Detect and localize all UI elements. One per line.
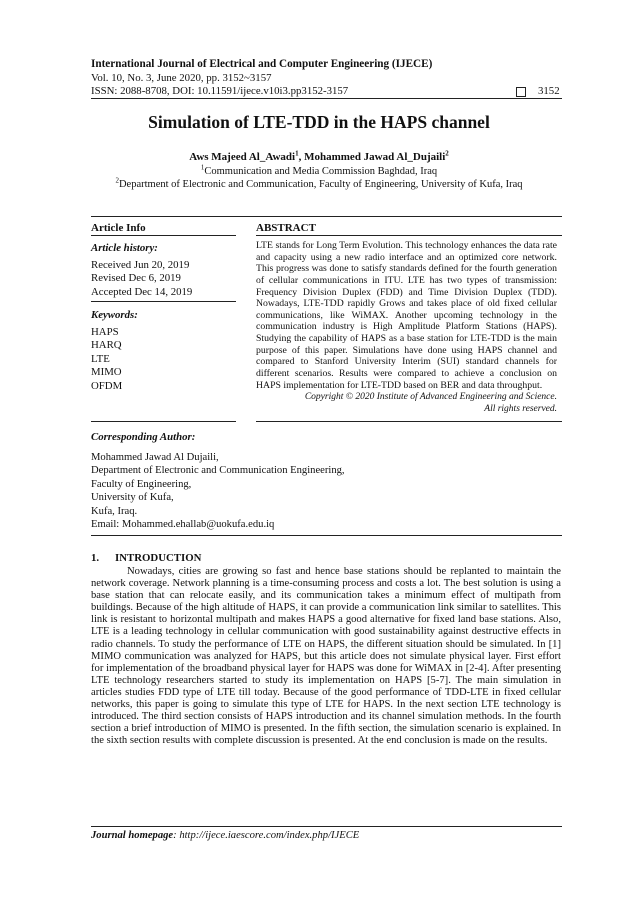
keyword-item: HARQ	[91, 339, 122, 352]
author-list	[0, 151, 638, 163]
journal-name: International Journal of Electrical and Computer Engineering (IJECE)	[91, 58, 433, 70]
corresponding-bottom-rule	[91, 535, 562, 536]
introduction-paragraph: Nowadays, cities are growing so fast and hence base stations should be replanted to maintain the network coverage. Network planning is a time-consuming process and costs a lot. The best solution is using a base station that can relocate easily, and its communication takes a minimum effect of multipath from buildings. Because of the high altitude of HAPS, it can provide a communication link similar to satellites. This link is resistant to horizontal multipath and makes HAPS a good alternative for fixed land base stations. Also, LTE is a leading technology in cellular communication with good sustainability against destructive effects in radio channels. To study the performance of LTE on HAPS, the different situation should be simulated. In [1] MIMO communication was analyzed for HAPS, but this article does not simulate physical layer. First effort for implementation of the broadband physical layer for HAPS was done for WiMAX in [2-4]. After presenting LTE technology researchers started to study its implementation on HAPS [5-7]. The main simulation in articles studies FDD type of LTE till today. Because of the good performance of TDD-LTE in fixed cellular networks, this paper is going to simulate this type of LTE for HAPS. In the next section LTE technology is introduced. The third section consists of HAPS introduction and its channel simulation methods. In the fourth section a brief introduction of MIMO is presented. In the fifth section, the simulation scenario is explained. In the sixth section results with complete discussion is presented. At the end conclusion is made on the results.	[91, 566, 561, 747]
page-number: 3152	[538, 85, 560, 97]
abstract-body: LTE stands for Long Term Evolution. This technology enhances the data rate and capacity using a new radio interface and an optimized core network. This progress was done to satisfy standards defined for the fourth generation of cellular communications in ITU. LTE has two types of transmission: Frequency Division Duplex (FDD) and Time Division Duplex (TDD). Nowadays, LTE-TDD rapidly Grows and takes place of old fixed cellular communications, like WiMAX. Another upcoming technology in the communication industry is High Amplitude Platform Stations (HAPS). Studying the capability of HAPS as a base station for LTE-TDD is the main purpose of this paper. Simulations have done using HAPS channel and compared to Stanford University Interim (SUI) standard channels for different scenarios. Results were compared to achieve a conclusion on HAPS implementation for LTE-TDD based on BER and data throughput.	[256, 240, 557, 391]
keyword-item: HAPS	[91, 326, 119, 338]
journal-issn-doi: ISSN: 2088-8708, DOI: 10.11591/ijece.v10i3.pp3152-3157	[91, 85, 349, 97]
footer-rule	[91, 826, 562, 827]
history-rule	[91, 301, 236, 302]
copyright-notice	[256, 391, 557, 415]
author-2: Mohammed Jawad Al_Dujaili	[304, 151, 446, 163]
corresponding-heading: Corresponding Author:	[91, 431, 196, 443]
corresponding-email: Email: Mohammed.ehallab@uokufa.edu.iq	[91, 519, 275, 531]
section-title: INTRODUCTION	[115, 552, 202, 564]
introduction-heading	[91, 552, 201, 564]
abstract-heading: ABSTRACT	[256, 222, 316, 234]
copyright-line-2: All rights reserved.	[484, 404, 557, 414]
keywords-heading: Keywords:	[91, 309, 138, 321]
homepage-link[interactable]: http://ijece.iaescore.com/index.php/IJECE	[179, 830, 360, 841]
keyword-item: LTE	[91, 352, 110, 365]
info-top-rule	[91, 216, 562, 217]
corresponding-details	[91, 451, 345, 531]
info-bottom-rule	[91, 421, 236, 422]
affiliation-1-text: Communication and Media Commission Baghdad, Iraq	[204, 166, 438, 177]
author-separator: ,	[298, 151, 305, 163]
article-info-rule	[91, 235, 236, 236]
keywords-list	[91, 326, 122, 393]
keyword-item: OFDM	[91, 379, 123, 392]
corresponding-faculty: Faculty of Engineering,	[91, 478, 192, 490]
history-revised: Revised Dec 6, 2019	[91, 272, 181, 285]
journal-homepage	[91, 830, 359, 841]
author-1: Aws Majeed Al_Awadi	[189, 151, 296, 163]
article-history-heading: Article history:	[91, 242, 158, 254]
article-history-list	[91, 259, 192, 299]
paper-title: Simulation of LTE-TDD in the HAPS channel	[148, 112, 490, 132]
homepage-sep: :	[173, 830, 180, 841]
article-info-heading: Article Info	[91, 222, 146, 234]
corresponding-university: University of Kufa,	[91, 492, 174, 504]
history-accepted: Accepted Dec 14, 2019	[91, 285, 193, 298]
abstract-bottom-rule	[256, 421, 562, 422]
header-rule	[91, 98, 562, 99]
history-received: Received Jun 20, 2019	[91, 259, 190, 271]
affiliation-2-text: Department of Electronic and Communication, Faculty of Engineering, University of Kufa, Iraq	[118, 179, 523, 190]
abstract-rule	[256, 235, 562, 236]
copyright-line-1: Copyright © 2020 Institute of Advanced Engineering and Science.	[304, 392, 557, 402]
keyword-item: MIMO	[91, 366, 122, 379]
affiliation-1-sup: 1	[200, 163, 205, 172]
affiliation-1	[0, 163, 638, 177]
introduction-body	[91, 566, 561, 747]
corresponding-department: Department of Electronic and Communication Engineering,	[91, 465, 345, 477]
corresponding-name: Mohammed Jawad Al Dujaili,	[91, 452, 219, 463]
affiliation-2	[0, 176, 638, 190]
section-number: 1.	[91, 552, 100, 564]
journal-volume: Vol. 10, No. 3, June 2020, pp. 3152~3157	[91, 72, 272, 84]
corresponding-location: Kufa, Iraq.	[91, 505, 138, 517]
author-1-sup: 1	[295, 149, 299, 158]
page-box-icon	[516, 87, 526, 97]
homepage-label: Journal homepage	[91, 830, 174, 841]
author-2-sup: 2	[445, 149, 449, 158]
affiliation-2-sup: 2	[115, 176, 119, 185]
